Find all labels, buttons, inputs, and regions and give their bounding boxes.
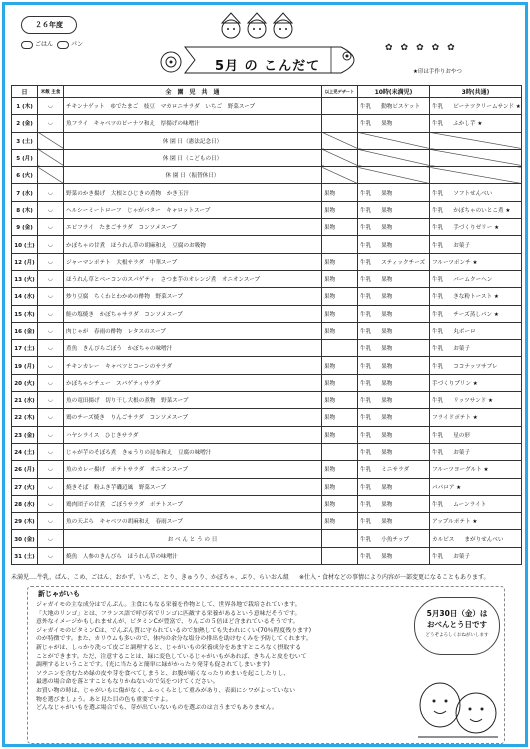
main-menu-cell: 煮魚 きんぴらごぼう かぼちゃの味噌汁: [64, 340, 322, 357]
staple-cell: [38, 547, 64, 564]
staple-cell: [38, 409, 64, 426]
dessert-cell: 果物: [322, 322, 358, 339]
menu-row: [12, 184, 522, 201]
menu-row: [12, 461, 522, 478]
day-cell: 27 (火): [12, 478, 38, 495]
main-menu-cell: 鮭の塩焼き かぼちゃサラダ コンソメスープ: [64, 305, 322, 322]
am-snack-cell: 牛乳 果物: [358, 495, 430, 512]
day-cell: 22 (木): [12, 409, 38, 426]
dessert-cell: [322, 443, 358, 460]
article-box: [27, 586, 505, 744]
staple-cell: [38, 98, 64, 115]
bowl-icon: ◡: [48, 518, 53, 525]
menu-row: [12, 426, 522, 443]
flower-decoration-icon: ✿✿✿✿✿: [385, 43, 463, 53]
bowl-icon: ◡: [48, 397, 53, 404]
main-menu-cell: 魚の竜田揚げ 切り干し大根の煮物 野菜スープ: [64, 392, 322, 409]
bowl-icon: ◡: [48, 362, 53, 369]
day-cell: 17 (土): [12, 340, 38, 357]
dessert-cell: [322, 340, 358, 357]
main-menu-cell: 野菜のかき揚げ 大根とひじきの煮物 かき玉汁: [64, 184, 322, 201]
holiday-cell: 休 園 日（振替休日）: [64, 167, 322, 184]
bowl-icon: ◡: [48, 552, 53, 559]
dessert-cell: 果物: [322, 270, 358, 287]
potato-characters-icon: [414, 659, 502, 741]
legend-bread: パン: [57, 39, 83, 49]
pm-snack-cell: 牛乳 星の形: [430, 426, 522, 443]
bread-icon: [57, 41, 69, 49]
staple-cell: [38, 357, 64, 374]
day-cell: 5 (月): [12, 149, 38, 166]
am-snack-cell: 牛乳 果物: [358, 357, 430, 374]
main-menu-cell: 魚の天ぷら キャベツの胡麻和え 春雨スープ: [64, 513, 322, 530]
main-menu-cell: 肉じゃが 春雨の酢物 レタスのスープ: [64, 322, 322, 339]
menu-row: [12, 253, 522, 270]
pm-snack-cell: 牛乳 手づくりゼリー ★: [430, 219, 522, 236]
main-menu-cell: ヘルシーミートローフ じゃがバター キャロットスープ: [64, 201, 322, 218]
pm-snack-cell: 手づくりプリン ★: [430, 374, 522, 391]
holiday-cell: 休 園 日（憲法記念日）: [64, 132, 322, 149]
day-cell: 19 (月): [12, 357, 38, 374]
day-cell: 6 (火): [12, 167, 38, 184]
am-snack-cell: 牛乳 果物: [358, 340, 430, 357]
homemade-note: ★印は手作りおやつ: [413, 69, 462, 75]
kids-helmet-icon: [217, 7, 297, 45]
bowl-icon: ◡: [48, 535, 53, 542]
menu-row: [12, 530, 522, 547]
day-cell: 15 (木): [12, 305, 38, 322]
pm-snack-cell: フルーツポンチ ★: [430, 253, 522, 270]
staple-cell: [38, 201, 64, 218]
staple-cell: [38, 443, 64, 460]
am-snack-cell: 牛乳 果物: [358, 184, 430, 201]
day-cell: 14 (水): [12, 288, 38, 305]
main-menu-cell: ジャーマンポテト 大根サラダ 中華スープ: [64, 253, 322, 270]
am-snack-cell: 牛乳 果物: [358, 115, 430, 132]
col-main: 全 園 児 共 通: [64, 86, 322, 98]
pm-snack-cell: カルピス まがりせんべい: [430, 530, 522, 547]
day-cell: 31 (土): [12, 547, 38, 564]
am-snack-cell: 牛乳 果物: [358, 219, 430, 236]
dessert-cell: [322, 132, 358, 149]
am-snack-cell: [358, 132, 430, 149]
dessert-cell: [322, 236, 358, 253]
dessert-cell: 果物: [322, 219, 358, 236]
bowl-icon: ◡: [48, 414, 53, 421]
article-line: 最悪の場合命を落とすこともなりかねないので気をつけてください。: [36, 679, 219, 686]
article-line: 「大地のリンゴ」とは、フランス語で呼び名でリンゴに匹敵する栄養があるという意味だそうです。: [36, 610, 301, 617]
menu-row: [12, 98, 522, 115]
holiday-cell: 休 園 日（こどもの日）: [64, 149, 322, 166]
day-cell: 8 (木): [12, 201, 38, 218]
menu-row: [12, 322, 522, 339]
staple-cell: [38, 322, 64, 339]
am-snack-cell: 牛乳 果物: [358, 288, 430, 305]
menu-row: [12, 547, 522, 564]
basket-icon: [159, 49, 183, 75]
dessert-cell: 果物: [322, 357, 358, 374]
dessert-cell: 果物: [322, 426, 358, 443]
am-snack-cell: [358, 167, 430, 184]
pm-snack-cell: フライドポテト ★: [430, 409, 522, 426]
pm-snack-cell: 牛乳 ココナッツサブレ: [430, 357, 522, 374]
dessert-cell: [322, 167, 358, 184]
rice-bowl-icon: [21, 41, 33, 49]
article-line: のが特徴です。また、カリウムも多いので、体内の余分な塩分の排出を助けむくみを予防してくれます。: [36, 636, 312, 643]
main-menu-cell: 鶏肉団子の甘煮 ごぼうサラダ ポテトスープ: [64, 495, 322, 512]
bowl-icon: ◡: [48, 293, 53, 300]
menu-row: [12, 219, 522, 236]
staple-cell: [38, 461, 64, 478]
article-line: どんなじゃがいもを選ぶ場合でも、芽が出ていないものを選ぶのは言うまでもありません。: [36, 705, 278, 712]
staple-cell: [38, 426, 64, 443]
pm-snack-cell: 牛乳 ソフトせんべい: [430, 184, 522, 201]
pm-snack-cell: 牛乳 お菓子: [430, 236, 522, 253]
bowl-icon: ◡: [48, 206, 53, 213]
main-menu-cell: 焼きそば 粉ふき芋磯辺風 野菜スープ: [64, 478, 322, 495]
dessert-cell: 果物: [322, 253, 358, 270]
bento-day-bubble: 5月30日（金）は おべんとう日です どうぞよろしくおねがいします: [414, 597, 500, 655]
day-cell: 29 (木): [12, 513, 38, 530]
dessert-cell: 果物: [322, 409, 358, 426]
am-snack-cell: 牛乳 果物: [358, 270, 430, 287]
menu-row: [12, 305, 522, 322]
menu-row: [12, 270, 522, 287]
am-snack-cell: 牛乳 果物: [358, 236, 430, 253]
day-cell: 28 (水): [12, 495, 38, 512]
page-title: 5月 の こんだて: [215, 59, 321, 74]
staple-cell: [38, 288, 64, 305]
am-snack-cell: 牛乳 果物: [358, 305, 430, 322]
pm-snack-cell: 牛乳 お菓子: [430, 340, 522, 357]
day-cell: 26 (月): [12, 461, 38, 478]
am-snack-cell: 牛乳 果物: [358, 426, 430, 443]
pm-snack-cell: [430, 132, 522, 149]
staple-cell: [38, 184, 64, 201]
legend-rice: ごはん: [21, 39, 53, 49]
col-am-snack: 10時(未満児): [358, 86, 430, 98]
pm-snack-cell: パパロア ★: [430, 478, 522, 495]
am-snack-cell: 牛乳 果物: [358, 374, 430, 391]
staple-cell: [38, 115, 64, 132]
article-line: ソラニンを含むため緑の皮や芽を食べてしまうと、お腹が痛くなったりめまいを起こしたりし、: [36, 670, 290, 677]
staple-cell: [38, 270, 64, 287]
staple-cell: [38, 495, 64, 512]
staple-cell: [38, 132, 64, 149]
article-line: 物を選びましょう。あと見た目の色も重要ですよ。: [36, 696, 172, 703]
day-cell: 10 (土): [12, 236, 38, 253]
main-menu-cell: かぼちゃの甘煮 ほうれん草の胡麻和え 豆腐のお吸物: [64, 236, 322, 253]
staple-cell: [38, 149, 64, 166]
main-menu-cell: 焼魚 人参のきんぴら ほうれん草の味噌汁: [64, 547, 322, 564]
dessert-cell: 果物: [322, 392, 358, 409]
menu-table: [11, 85, 522, 565]
menu-row: [12, 288, 522, 305]
day-cell: 30 (金): [12, 530, 38, 547]
am-snack-cell: 牛乳 スティックチーズ: [358, 253, 430, 270]
staple-cell: [38, 253, 64, 270]
bowl-icon: ◡: [48, 449, 53, 456]
am-snack-cell: 牛乳 果物: [358, 443, 430, 460]
pm-snack-cell: 牛乳 ピーナツクリームサンド ★: [430, 98, 522, 115]
bowl-icon: ◡: [48, 379, 53, 386]
day-cell: 20 (火): [12, 374, 38, 391]
day-cell: 9 (金): [12, 219, 38, 236]
col-dessert: 以上児デザート: [322, 86, 358, 98]
am-snack-cell: 牛乳 果物: [358, 392, 430, 409]
col-staple: 米飯 主食: [38, 86, 64, 98]
dessert-cell: [322, 115, 358, 132]
bowl-icon: ◡: [48, 241, 53, 248]
bowl-icon: ◡: [48, 120, 53, 127]
am-snack-cell: 牛乳 果物: [358, 547, 430, 564]
bowl-icon: ◡: [48, 483, 53, 490]
pm-snack-cell: 牛乳 ふかし芋 ★: [430, 115, 522, 132]
dessert-cell: 果物: [322, 288, 358, 305]
menu-row: [12, 132, 522, 149]
staple-cell: [38, 392, 64, 409]
am-snack-cell: 牛乳 果物: [358, 478, 430, 495]
col-day: 日: [12, 86, 38, 98]
staple-cell: [38, 305, 64, 322]
article-line: お買い物の時は、じゃがいもに傷がなく、ふっくらとして重みがあり、表面にシワがよっていない: [36, 687, 296, 694]
bowl-icon: ◡: [48, 310, 53, 317]
dessert-cell: [322, 547, 358, 564]
pm-snack-cell: [430, 149, 522, 166]
pm-snack-cell: 牛乳 お菓子: [430, 443, 522, 460]
am-snack-cell: 牛乳 ミニサラダ: [358, 461, 430, 478]
header: [5, 5, 525, 87]
bowl-icon: ◡: [48, 500, 53, 507]
staple-cell: [38, 513, 64, 530]
main-menu-cell: 炒り豆腐 ちくわとわかめの酢物 野菜スープ: [64, 288, 322, 305]
col-pm-snack: 3時(共通): [430, 86, 522, 98]
article-heading: 新じゃがいも: [38, 590, 80, 598]
menu-row: [12, 149, 522, 166]
menu-row: [12, 392, 522, 409]
main-menu-cell: 魚フライ キャベツのピーナツ和え 厚揚げの味噌汁: [64, 115, 322, 132]
am-snack-cell: [358, 149, 430, 166]
menu-row: [12, 513, 522, 530]
dessert-cell: 果物: [322, 305, 358, 322]
menu-row: [12, 340, 522, 357]
article-line: ジャガイモの主な成分はでんぷん。主食にもなる栄養を作物として、世界各地で栽培されています。: [36, 602, 301, 608]
menu-row: [12, 357, 522, 374]
menu-row: [12, 374, 522, 391]
footnote: 未満児‥‥牛乳、ぱん、こめ、ごはん、おかず、いちご、とり、きゅうり、かぼちゃ、ぶり、らいおん組 ※仕入・食材などの事情により内容が一部変更になることもあります。: [11, 574, 490, 581]
am-snack-cell: 牛乳 果物: [358, 322, 430, 339]
article-line: ジャガイモのビタミンCは、でんぷん質に守られているので加熱しても失われにくい(70％程度残ります): [36, 627, 312, 634]
am-snack-cell: 牛乳 果物: [358, 513, 430, 530]
bowl-icon: ◡: [48, 345, 53, 352]
day-cell: 23 (金): [12, 426, 38, 443]
staple-cell: [38, 167, 64, 184]
main-menu-cell: かぼちゃシチュー スパゲティサラダ: [64, 374, 322, 391]
day-cell: 3 (土): [12, 132, 38, 149]
day-cell: 1 (木): [12, 98, 38, 115]
bowl-icon: ◡: [48, 103, 53, 110]
menu-row: [12, 167, 522, 184]
pm-snack-cell: [430, 167, 522, 184]
dessert-cell: [322, 98, 358, 115]
article-line: 意外なイメージかもしれませんが、ビタミンCが豊富で、りんごの５倍ほど含まれているそうです。: [36, 619, 299, 626]
day-cell: 12 (月): [12, 253, 38, 270]
day-cell: 7 (水): [12, 184, 38, 201]
staple-cell: [38, 478, 64, 495]
bowl-icon: ◡: [48, 258, 53, 265]
bowl-icon: ◡: [48, 189, 53, 196]
pm-snack-cell: 牛乳 リッツサンド ★: [430, 392, 522, 409]
am-snack-cell: 牛乳 果物: [358, 409, 430, 426]
day-cell: 16 (金): [12, 322, 38, 339]
article-line: ことができます。ただ、注意することは、緑に変色しているじゃがいもがあれば、きちんと皮をむいて: [36, 653, 307, 660]
main-menu-cell: じゃが芋のそぼろ煮 きゅうりの昆布和え 豆腐の味噌汁: [64, 443, 322, 460]
staple-cell: [38, 530, 64, 547]
main-menu-cell: チキンナゲット ゆでたまご 枝豆 マカロニサラダ いちご 野菜スープ: [64, 98, 322, 115]
am-snack-cell: 牛乳 小魚チップ: [358, 530, 430, 547]
menu-row: [12, 236, 522, 253]
bowl-icon: ◡: [48, 224, 53, 231]
dessert-cell: 果物: [322, 201, 358, 218]
day-cell: 2 (金): [12, 115, 38, 132]
dessert-cell: 果物: [322, 374, 358, 391]
pm-snack-cell: 牛乳 きな粉トースト ★: [430, 288, 522, 305]
article-body: [36, 601, 408, 713]
dessert-cell: 果物: [322, 513, 358, 530]
pm-snack-cell: 牛乳 チーズ蒸しパン ★: [430, 305, 522, 322]
pm-snack-cell: 牛乳 かぼちゃのいとこ煮 ★: [430, 201, 522, 218]
menu-row: [12, 201, 522, 218]
day-cell: 13 (火): [12, 270, 38, 287]
staple-cell: [38, 236, 64, 253]
menu-row: [12, 443, 522, 460]
bowl-icon: ◡: [48, 431, 53, 438]
year-badge: ２６年度: [21, 16, 77, 34]
main-menu-cell: 魚のカレー揚げ ポテトサラダ オニオンスープ: [64, 461, 322, 478]
article-line: 新じゃがは、しっかり洗って皮ごと調理すると、じゃがいもの栄養成分をあますところなく摂取する: [36, 644, 302, 651]
day-cell: 24 (土): [12, 443, 38, 460]
pm-snack-cell: アップルポテト ★: [430, 513, 522, 530]
special-day-cell: お べ ん と う の 日: [64, 530, 322, 547]
menu-row: [12, 409, 522, 426]
menu-row: [12, 478, 522, 495]
page-frame: [2, 2, 528, 747]
dessert-cell: 果物: [322, 461, 358, 478]
pm-snack-cell: 牛乳 丸ボーロ: [430, 322, 522, 339]
menu-row: [12, 115, 522, 132]
staple-cell: [38, 219, 64, 236]
main-menu-cell: ほうれん草とベーコンのスパゲティ さつま芋のオレンジ煮 オニオンスープ: [64, 270, 322, 287]
pm-snack-cell: 牛乳 ムーンライト: [430, 495, 522, 512]
pm-snack-cell: 牛乳 お菓子: [430, 547, 522, 564]
day-cell: 21 (水): [12, 392, 38, 409]
dessert-cell: 果物: [322, 184, 358, 201]
pm-snack-cell: フルーツヨーグルト ★: [430, 461, 522, 478]
dessert-cell: [322, 530, 358, 547]
dessert-cell: 果物: [322, 495, 358, 512]
bowl-icon: ◡: [48, 466, 53, 473]
article-line: 調理するということです。(光に当たると簡単に緑がかったり発芽も促されてしまいます): [36, 662, 270, 669]
am-snack-cell: 牛乳 動物ビスケット: [358, 98, 430, 115]
menu-row: [12, 495, 522, 512]
main-menu-cell: 鶏のチーズ焼き りんごサラダ コンソメスープ: [64, 409, 322, 426]
staple-cell: [38, 340, 64, 357]
am-snack-cell: 牛乳 果物: [358, 201, 430, 218]
bowl-icon: ◡: [48, 276, 53, 283]
main-menu-cell: チキンカレー キャベツとコーンのサラダ: [64, 357, 322, 374]
main-menu-cell: ハヤシライス ひじきサラダ: [64, 426, 322, 443]
dessert-cell: [322, 149, 358, 166]
staple-cell: [38, 374, 64, 391]
bowl-icon: ◡: [48, 328, 53, 334]
pm-snack-cell: 牛乳 バームクーヘン: [430, 270, 522, 287]
dessert-cell: 果物: [322, 478, 358, 495]
main-menu-cell: エビフライ たまごサラダ コンソメスープ: [64, 219, 322, 236]
